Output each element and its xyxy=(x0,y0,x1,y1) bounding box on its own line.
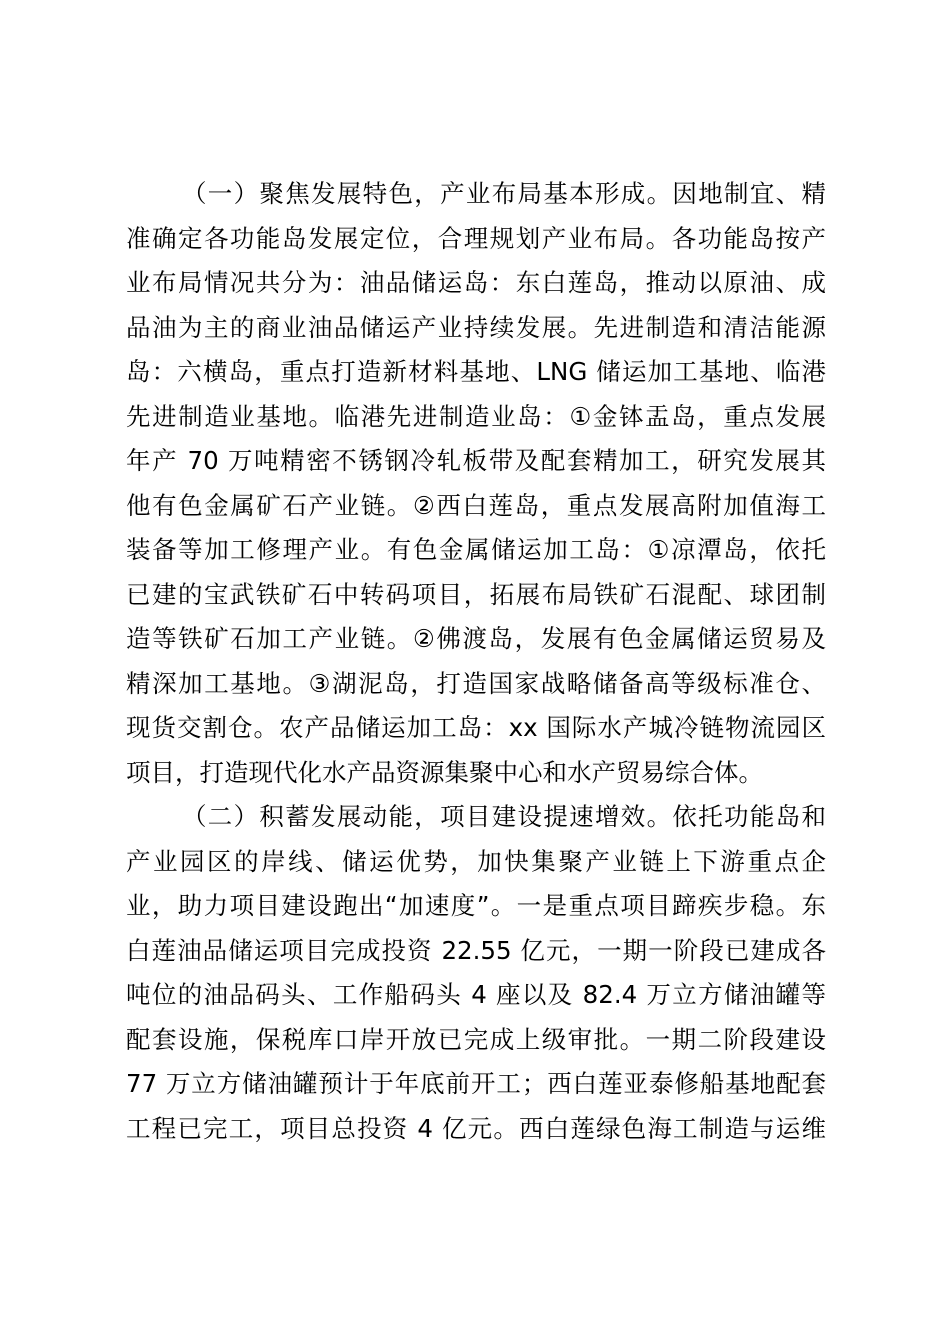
text-line: 配套设施，保税库口岸开放已完成上级审批。一期二阶段建设 xyxy=(126,1024,826,1054)
text-line: 精深加工基地。③湖泥岛，打造国家战略储备高等级标准仓、 xyxy=(126,668,826,698)
text-line: 已建的宝武铁矿石中转码项目，拓展布局铁矿石混配、球团制 xyxy=(126,579,826,609)
text-line: （一）聚焦发展特色，产业布局基本形成。因地制宜、精 xyxy=(182,179,826,208)
text-line: 先进制造业基地。临港先进制造业岛：①金钵盂岛，重点发展 xyxy=(126,401,826,431)
paragraph-industry-layout xyxy=(126,172,826,795)
paragraph-project-construction xyxy=(126,795,826,1151)
text-line: 77 万立方储油罐预计于年底前开工；西白莲亚泰修船基地配套 xyxy=(126,1069,826,1098)
text-line: 业布局情况共分为：油品储运岛：东白莲岛，推动以原油、成 xyxy=(126,268,826,297)
text-line: 品油为主的商业油品储运产业持续发展。先进制造和清洁能源 xyxy=(126,312,826,342)
text-line: 工程已完工，项目总投资 4 亿元。西白莲绿色海工制造与运维 xyxy=(126,1113,826,1143)
text-line: 产业园区的岸线、储运优势，加快集聚产业链上下游重点企 xyxy=(126,846,826,876)
text-line: 白莲油品储运项目完成投资 22.55 亿元，一期一阶段已建成各 xyxy=(126,935,826,965)
text-line: 他有色金属矿石产业链。②西白莲岛，重点发展高附加值海工 xyxy=(126,490,826,520)
text-line: 装备等加工修理产业。有色金属储运加工岛：①凉潭岛，依托 xyxy=(126,535,826,564)
text-line: 年产 70 万吨精密不锈钢冷轧板带及配套精加工，研究发展其 xyxy=(126,446,826,475)
text-line: 造等铁矿石加工产业链。②佛渡岛，发展有色金属储运贸易及 xyxy=(126,624,826,653)
text-line: 吨位的油品码头、工作船码头 4 座以及 82.4 万立方储油罐等 xyxy=(126,980,826,1009)
text-line: （二）积蓄发展动能，项目建设提速增效。依托功能岛和 xyxy=(182,802,826,831)
text-line: 现货交割仓。农产品储运加工岛：xx 国际水产城冷链物流园区 xyxy=(126,713,826,742)
text-line: 业，助力项目建设跑出“加速度”。一是重点项目蹄疾步稳。东 xyxy=(126,891,826,920)
document-body xyxy=(126,172,826,1151)
text-line: 项目，打造现代化水产品资源集聚中心和水产贸易综合体。 xyxy=(126,757,763,787)
text-line: 岛：六横岛，重点打造新材料基地、LNG 储运加工基地、临港 xyxy=(126,357,826,386)
text-line: 准确定各功能岛发展定位，合理规划产业布局。各功能岛按产 xyxy=(126,223,826,253)
